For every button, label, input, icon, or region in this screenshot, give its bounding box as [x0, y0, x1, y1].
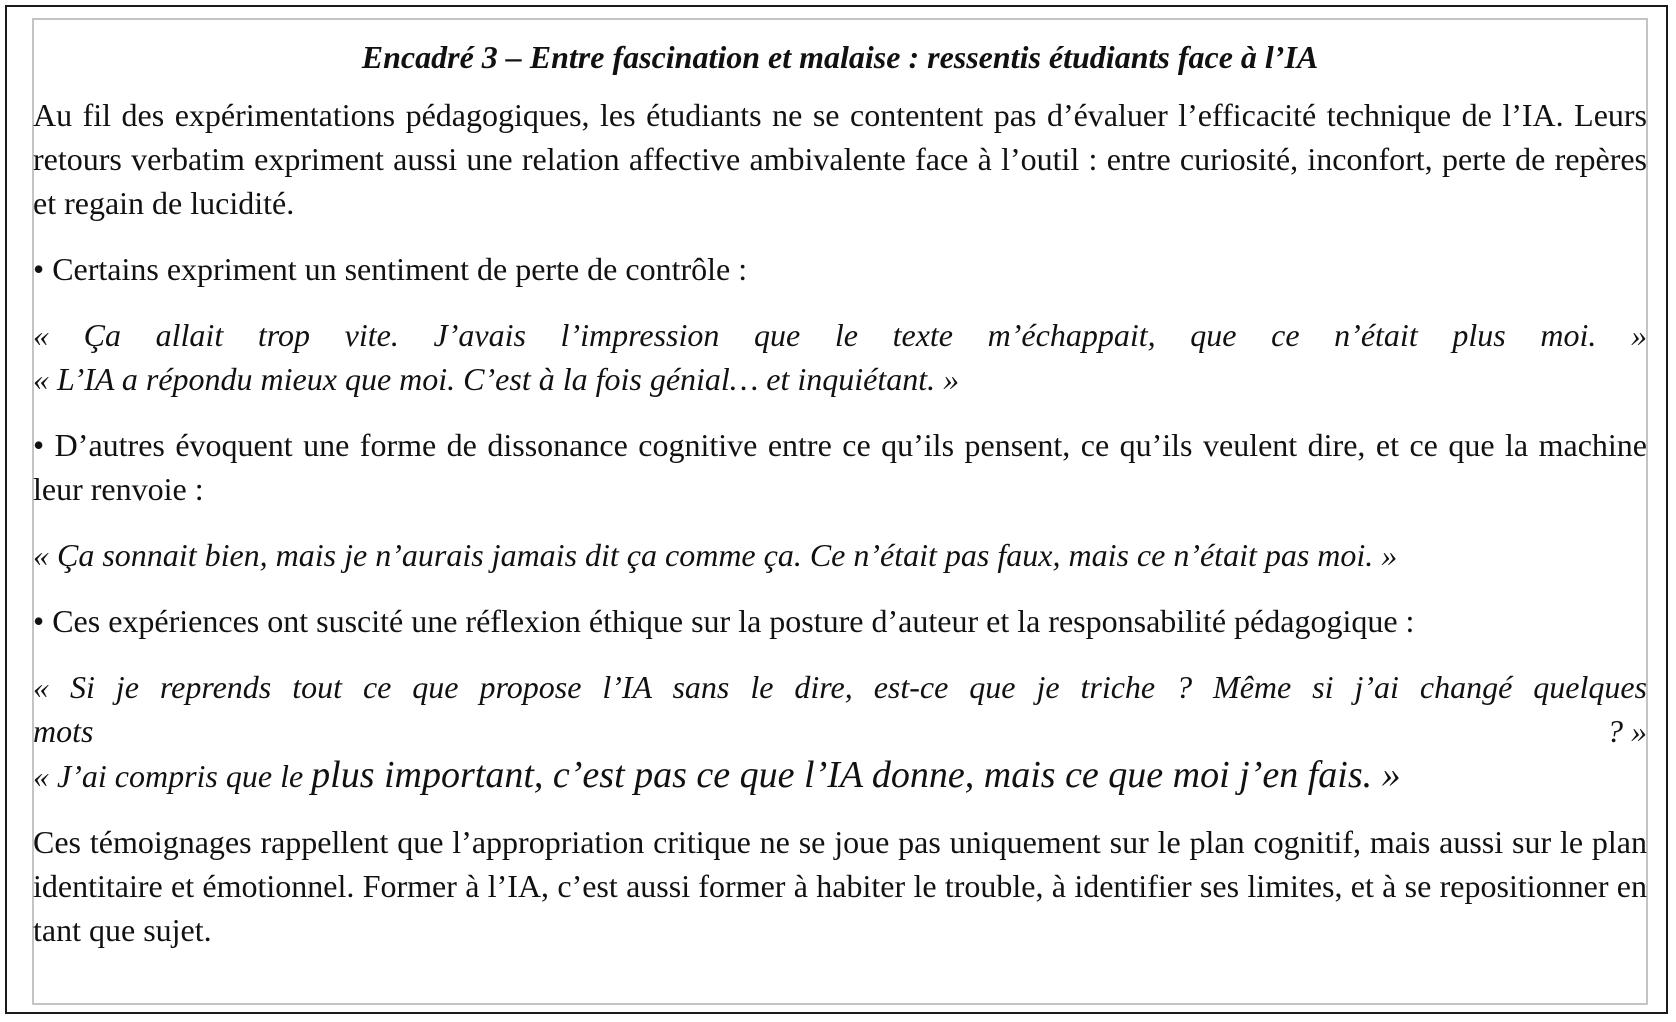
point-loss-of-control: • Certains expriment un sentiment de perte de contrôle :: [33, 251, 748, 287]
quote-cheating-word: mots: [33, 713, 94, 749]
quote-too-fast: « Ça allait trop vite. J’avais l’impression que le texte m’échappait, que ce n’était plus moi. »: [33, 317, 1647, 353]
quote-understood-emphasis: plus important, c’est pas ce que l’IA donne, mais ce que moi j’en fais. »: [311, 754, 1401, 796]
conclusion-paragraph: Ces témoignages rappellent que l’appropriation critique ne se joue pas uniquement sur le plan cognitif, mais aussi sur le plan identitaire et émotionnel. Former à l’IA, c’est aussi former à habiter le trouble, à identifier ses limites, et à se repositionner en tant que sujet.: [33, 824, 1647, 948]
quote-better-answer: « L’IA a répondu mieux que moi. C’est à la fois génial… et inquiétant. »: [33, 361, 960, 397]
box-title: Encadré 3 – Entre fascination et malaise : ressentis étudiants face à l’IA: [361, 39, 1319, 75]
quote-understood: [33, 753, 1647, 798]
quotes-ethical: [33, 665, 1647, 798]
quote-sounded-good: « Ça sonnait bien, mais je n’aurais jamais dit ça comme ça. Ce n’était pas faux, mais ce n’était pas moi. »: [33, 537, 1398, 573]
text-box: [33, 35, 1647, 974]
point-ethical-reflection: • Ces expériences ont suscité une réflexion éthique sur la posture d’auteur et la responsabilité pédagogique :: [33, 603, 1415, 639]
quote-cheating-end: ? »: [1607, 713, 1647, 749]
quote-understood-start: « J’ai compris que le: [33, 758, 312, 794]
intro-paragraph: Au fil des expérimentations pédagogiques, les étudiants ne se contentent pas d’évaluer l’efficacité technique de l’IA. Leurs retours verbatim expriment aussi une relation affective ambivalente face à l’outil : entre curiosité, inconfort, perte de repères et regain de lucidité.: [33, 97, 1647, 221]
point-cognitive-dissonance: • D’autres évoquent une forme de dissonance cognitive entre ce qu’ils pensent, ce qu’ils veulent dire, et ce que la machine leur renvoie :: [33, 427, 1647, 507]
quote-cheating-line2: [33, 709, 1647, 753]
quotes-loss-of-control: [33, 313, 1647, 401]
quote-cheating-line1: « Si je reprends tout ce que propose l’IA sans le dire, est-ce que je triche ? Même si j’ai changé quelques: [33, 669, 1647, 705]
